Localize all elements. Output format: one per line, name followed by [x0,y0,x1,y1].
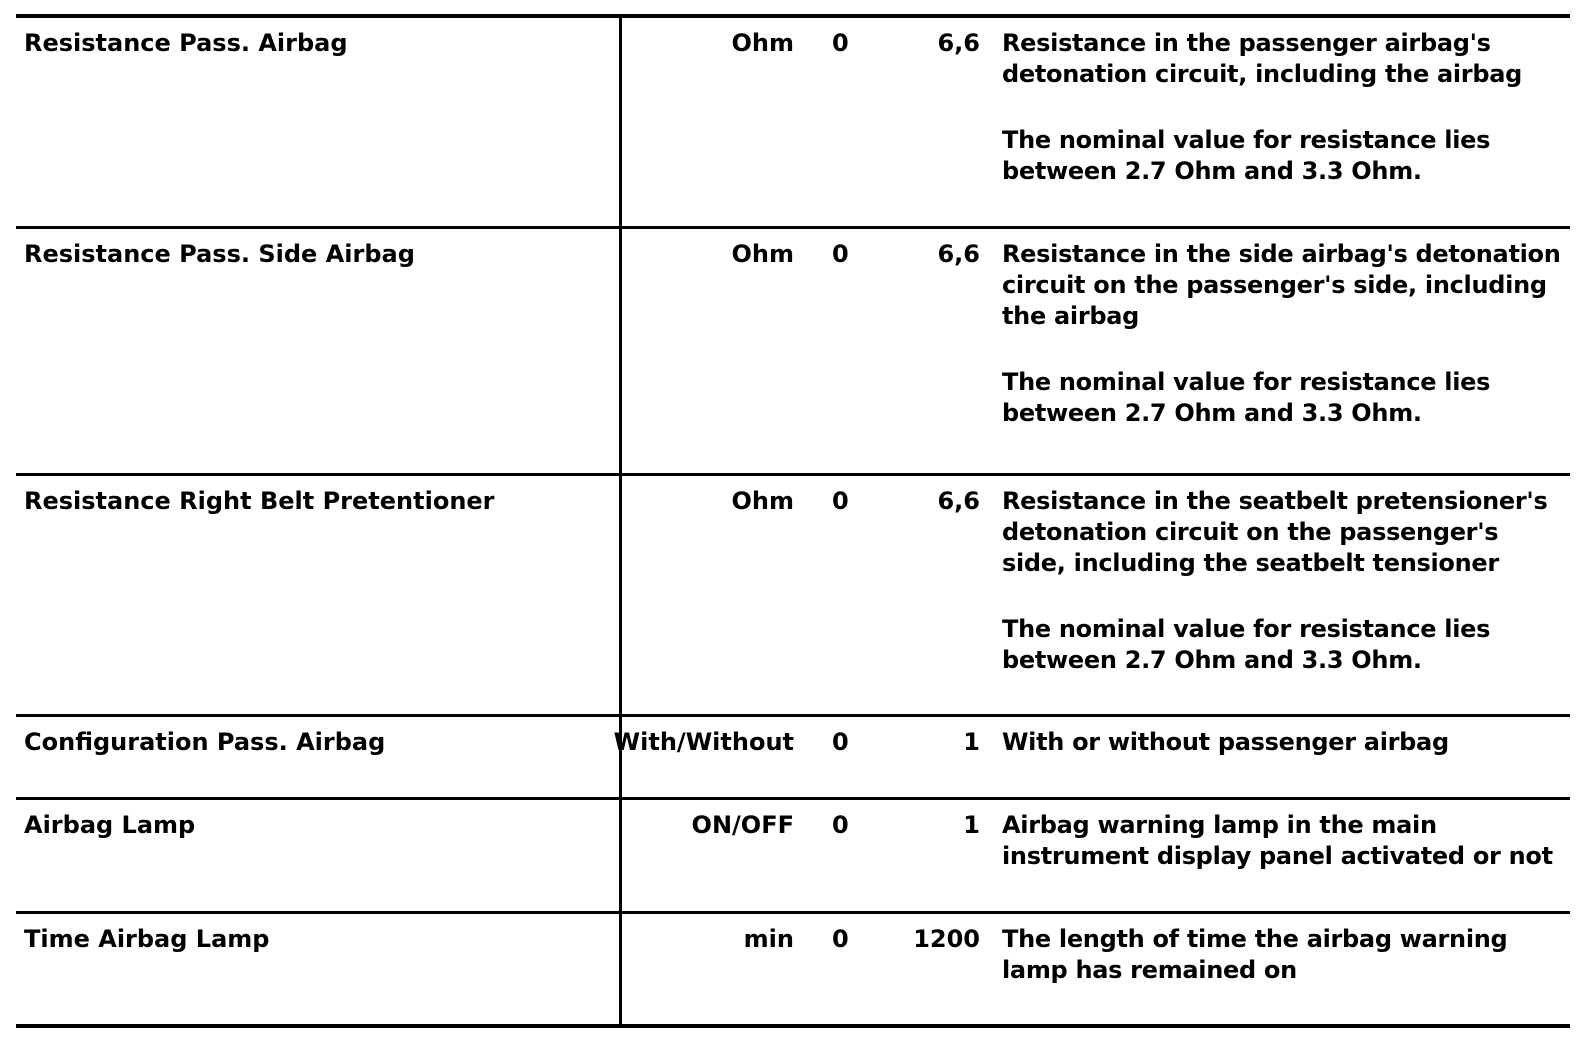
parameter-max: 1 [963,728,980,756]
column-divider [619,229,622,473]
parameter-unit: ON/OFF [691,811,794,839]
parameter-name: Airbag Lamp [24,811,196,839]
parameter-max: 6,6 [937,29,980,57]
description-text: Resistance in the side airbag's detonation circuit on the passenger's side, including the airbag [1002,240,1561,330]
table-row [16,18,1570,229]
parameter-max: 1200 [913,925,980,953]
description-note: The nominal value for resistance lies between 2.7 Ohm and 3.3 Ohm. [1002,126,1491,185]
parameter-min: 0 [832,29,849,57]
description-note: The nominal value for resistance lies between 2.7 Ohm and 3.3 Ohm. [1002,368,1491,427]
parameter-unit: Ohm [731,29,794,57]
column-divider [619,18,622,226]
column-divider [619,476,622,714]
parameter-max: 1 [963,811,980,839]
parameter-description [1002,486,1562,676]
description-text: Resistance in the seatbelt pretensioner's detonation circuit on the passenger's side, including the seatbelt tensioner [1002,487,1548,577]
table-row [16,914,1570,1028]
parameter-table [16,14,1570,1028]
description-text: Airbag warning lamp in the main instrument display panel activated or not [1002,811,1553,870]
parameter-name: Resistance Pass. Side Airbag [24,240,415,268]
parameter-unit: Ohm [731,240,794,268]
parameter-description [1002,810,1562,872]
description-text: Resistance in the passenger airbag's detonation circuit, including the airbag [1002,29,1522,88]
table-row [16,717,1570,800]
parameter-name: Configuration Pass. Airbag [24,728,386,756]
parameter-unit: With/Without [613,728,794,756]
parameter-min: 0 [832,240,849,268]
parameter-name: Resistance Pass. Airbag [24,29,348,57]
parameter-description [1002,727,1562,758]
parameter-max: 6,6 [937,487,980,515]
parameter-name: Time Airbag Lamp [24,925,270,953]
parameter-max: 6,6 [937,240,980,268]
parameter-description [1002,239,1562,429]
description-text: With or without passenger airbag [1002,728,1449,756]
column-divider [619,914,622,1024]
parameter-min: 0 [832,925,849,953]
parameter-min: 0 [832,487,849,515]
description-note: The nominal value for resistance lies between 2.7 Ohm and 3.3 Ohm. [1002,615,1491,674]
parameter-unit: min [743,925,794,953]
description-text: The length of time the airbag warning lamp has remained on [1002,925,1508,984]
table-row [16,229,1570,476]
parameter-name: Resistance Right Belt Pretentioner [24,487,495,515]
column-divider [619,800,622,911]
parameter-min: 0 [832,811,849,839]
parameter-description [1002,924,1562,986]
parameter-min: 0 [832,728,849,756]
parameter-unit: Ohm [731,487,794,515]
table-row [16,800,1570,914]
parameter-description [1002,28,1562,187]
table-row [16,476,1570,717]
